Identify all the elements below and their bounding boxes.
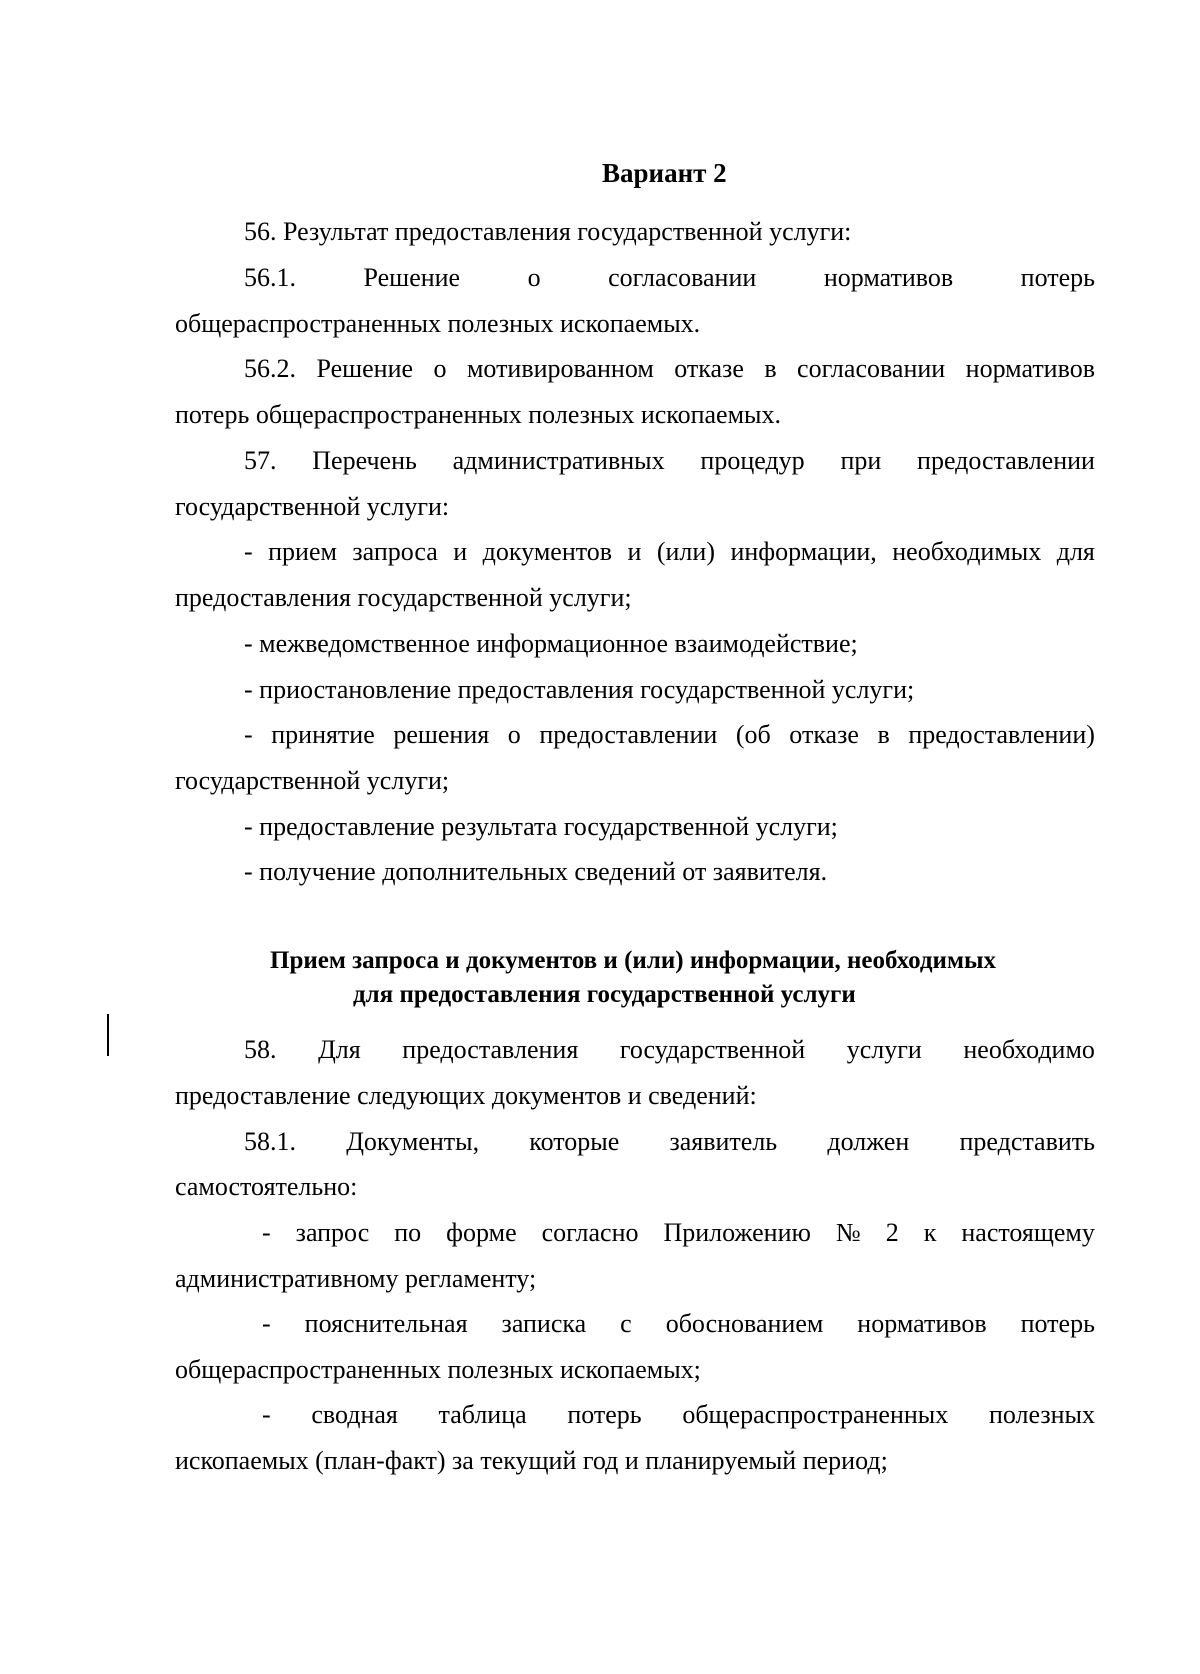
word: потерь — [567, 1400, 642, 1429]
word: Приложению — [663, 1218, 811, 1247]
word: с — [620, 1309, 632, 1338]
list57-item1-line2: предоставления государственной услуги; — [175, 583, 632, 612]
word: запрос — [295, 1218, 370, 1247]
paragraph-58-line2: предоставление следующих документов и сведений: — [175, 1081, 757, 1110]
list57-item1-line1 — [244, 539, 1095, 565]
section-heading-line1: Прием запроса и документов и (или) информации, необходимых — [270, 947, 997, 974]
word: необходимых — [892, 537, 1042, 566]
word: для — [1056, 537, 1095, 566]
word: 56.1. — [244, 263, 296, 292]
word: Решение — [363, 263, 461, 292]
word: мотивированном — [466, 354, 654, 383]
word: таблица — [438, 1400, 527, 1429]
word: - — [244, 720, 253, 749]
word: - — [262, 1309, 271, 1338]
word: нормативов — [965, 354, 1095, 383]
word: и — [453, 537, 468, 566]
paragraph-56: 56. Результат предоставления государственной услуги: — [244, 217, 852, 246]
word: № — [835, 1218, 861, 1247]
list58-1-item3-line2: ископаемых (план-факт) за текущий год и планируемый период; — [175, 1446, 888, 1475]
word: Документы, — [346, 1127, 480, 1156]
word: предоставлении) — [908, 720, 1095, 749]
paragraph-57-line2: государственной услуги: — [175, 492, 450, 521]
word: отказе — [674, 354, 744, 383]
paragraph-56-1-line2: общераспространенных полезных ископаемых. — [175, 309, 701, 338]
word: административных — [452, 446, 665, 475]
word: 2 — [885, 1218, 899, 1247]
word: согласно — [541, 1218, 639, 1247]
word: общераспространенных — [682, 1400, 949, 1429]
word: по — [394, 1218, 422, 1247]
list58-1-item2-line2: общераспространенных полезных ископаемых; — [175, 1355, 701, 1384]
paragraph-56-1-line1 — [244, 265, 1095, 291]
word: услуги — [846, 1035, 922, 1064]
list58-1-item1-line1 — [262, 1220, 1095, 1246]
word: при — [840, 446, 882, 475]
list58-1-item2-line1 — [262, 1311, 1095, 1337]
word: решения — [393, 720, 490, 749]
word: - — [262, 1400, 271, 1429]
word: информации, — [730, 537, 877, 566]
word: в — [764, 354, 777, 383]
word: потерь — [1020, 1309, 1095, 1338]
word: предоставлении — [539, 720, 718, 749]
word: 58. — [244, 1035, 277, 1064]
word: Перечень — [312, 446, 417, 475]
word: заявитель — [669, 1127, 778, 1156]
word: Для — [318, 1035, 361, 1064]
word: сводная — [311, 1400, 398, 1429]
word: к — [923, 1218, 937, 1247]
word: документов — [482, 537, 613, 566]
list57-item2: - межведомственное информационное взаимодействие; — [244, 629, 858, 658]
word: которые — [529, 1127, 620, 1156]
word: 58.1. — [244, 1127, 296, 1156]
word: запроса — [352, 537, 438, 566]
paragraph-57-line1 — [244, 448, 1095, 474]
paragraph-58-1-line2: самостоятельно: — [175, 1172, 358, 1201]
word: о — [507, 720, 521, 749]
word: процедур — [700, 446, 805, 475]
word: предоставлении — [917, 446, 1095, 475]
word: настоящему — [961, 1218, 1095, 1247]
word: в — [877, 720, 890, 749]
word: (об — [735, 720, 771, 749]
paragraph-56-2-line2: потерь общераспространенных полезных ископаемых. — [175, 400, 782, 429]
word: 57. — [244, 446, 277, 475]
word: и — [627, 537, 642, 566]
word: необходимо — [963, 1035, 1095, 1064]
word: о — [433, 354, 447, 383]
list57-item6: - получение дополнительных сведений от заявителя. — [244, 857, 828, 886]
paragraph-58-line1 — [244, 1037, 1095, 1063]
word: полезных — [988, 1400, 1095, 1429]
variant-title: Вариант 2 — [602, 158, 727, 188]
paragraph-56-2-line1 — [244, 356, 1095, 382]
list58-1-item1-line2: административному регламенту; — [175, 1264, 537, 1293]
word: 56.2. — [244, 354, 296, 383]
word: нормативов — [857, 1309, 987, 1338]
word: пояснительная — [304, 1309, 468, 1338]
word: представить — [959, 1127, 1095, 1156]
list57-item5: - предоставление результата государственной услуги; — [244, 812, 838, 841]
word: - — [262, 1218, 271, 1247]
word: обоснованием — [665, 1309, 824, 1338]
section-heading-line2: для предоставления государственной услуги — [353, 981, 856, 1008]
word: отказе — [789, 720, 859, 749]
word: государственной — [619, 1035, 806, 1064]
list58-1-item3-line1 — [262, 1402, 1095, 1428]
list57-item4-line2: государственной услуги; — [175, 766, 450, 795]
word: принятие — [271, 720, 375, 749]
word: Решение — [316, 354, 414, 383]
word: о — [527, 263, 541, 292]
word: (или) — [656, 537, 715, 566]
paragraph-58-1-line1 — [244, 1129, 1095, 1155]
word: - — [244, 537, 253, 566]
word: форме — [446, 1218, 517, 1247]
word: согласовании — [797, 354, 946, 383]
word: должен — [827, 1127, 910, 1156]
word: потерь — [1020, 263, 1095, 292]
list57-item4-line1 — [244, 722, 1095, 748]
word: нормативов — [823, 263, 954, 292]
word: прием — [268, 537, 337, 566]
list57-item3: - приостановление предоставления государственной услуги; — [244, 675, 915, 704]
word: согласовании — [608, 263, 757, 292]
word: предоставления — [402, 1035, 579, 1064]
margin-mark — [107, 1014, 109, 1056]
word: записка — [501, 1309, 587, 1338]
